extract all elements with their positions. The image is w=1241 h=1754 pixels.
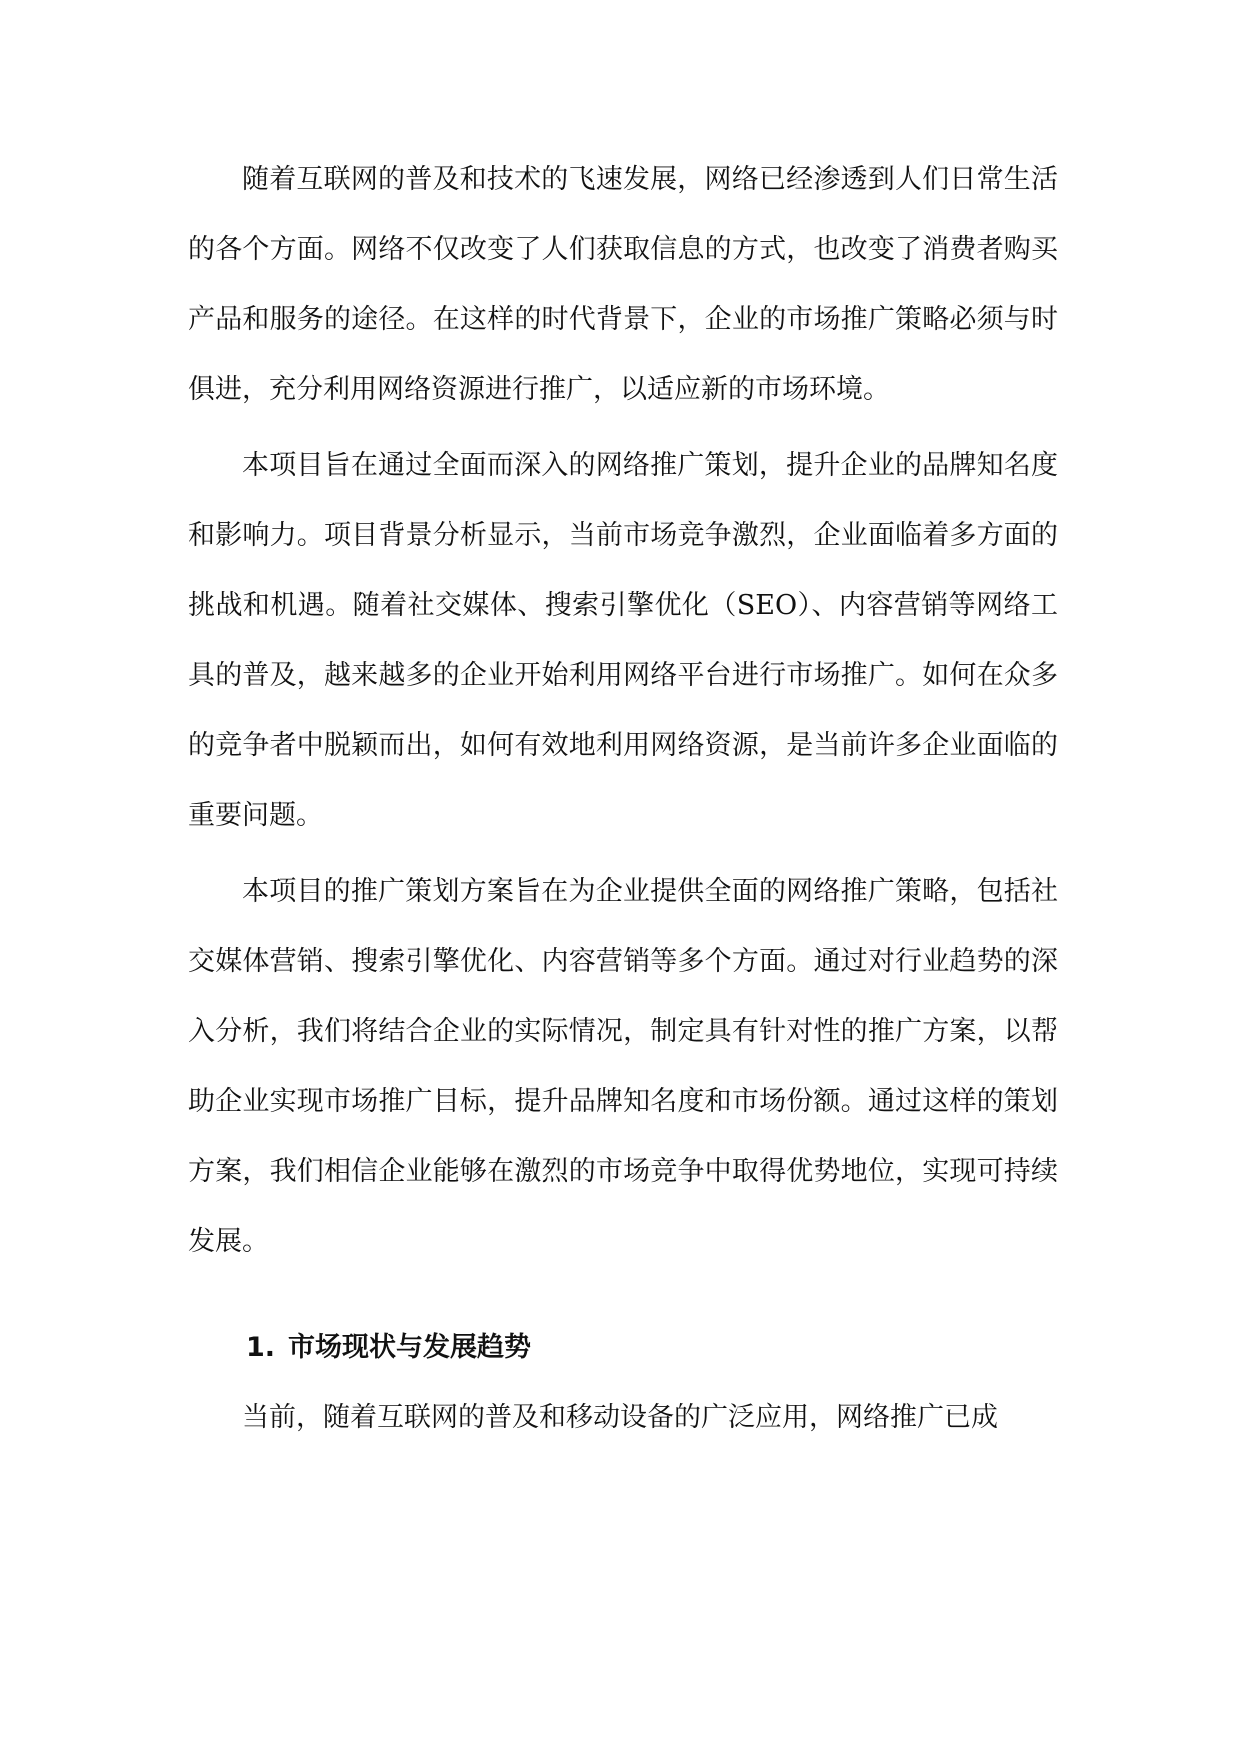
intro-paragraph-1: 随着互联网的普及和技术的飞速发展，网络已经渗透到人们日常生活的各个方面。网络不仅改变了人们获取信息的方式，也改变了消费者购买产品和服务的途径。在这样的时代背景下，企业的市场推广策略必须与时俱进，充分利用网络资源进行推广，以适应新的市场环境。 (188, 164, 1058, 405)
intro-paragraph-3: 本项目的推广策划方案旨在为企业提供全面的网络推广策略，包括社交媒体营销、搜索引擎优化、内容营销等多个方面。通过对行业趋势的深入分析，我们将结合企业的实际情况，制定具有针对性的推广方案，以帮助企业实现市场推广目标，提升品牌知名度和市场份额。通过这样的策划方案，我们相信企业能够在激烈的市场竞争中取得优势地位，实现可持续发展。 (188, 876, 1058, 1257)
intro-paragraph-2: 本项目旨在通过全面而深入的网络推广策划，提升企业的品牌知名度和影响力。项目背景分析显示，当前市场竞争激烈，企业面临着多方面的挑战和机遇。随着社交媒体、搜索引擎优化（SEO）、内容营销等网络工具的普及，越来越多的企业开始利用网络平台进行市场推广。如何在众多的竞争者中脱颖而出，如何有效地利用网络资源，是当前许多企业面临的重要问题。 (188, 450, 1058, 831)
section-title: 市场现状与发展趋势 (288, 1332, 531, 1363)
section-number: 1. (246, 1332, 276, 1363)
section-heading (188, 1313, 1058, 1383)
section-paragraph-1: 当前，随着互联网的普及和移动设备的广泛应用，网络推广已成 (242, 1402, 998, 1433)
document-body (188, 145, 1058, 1459)
